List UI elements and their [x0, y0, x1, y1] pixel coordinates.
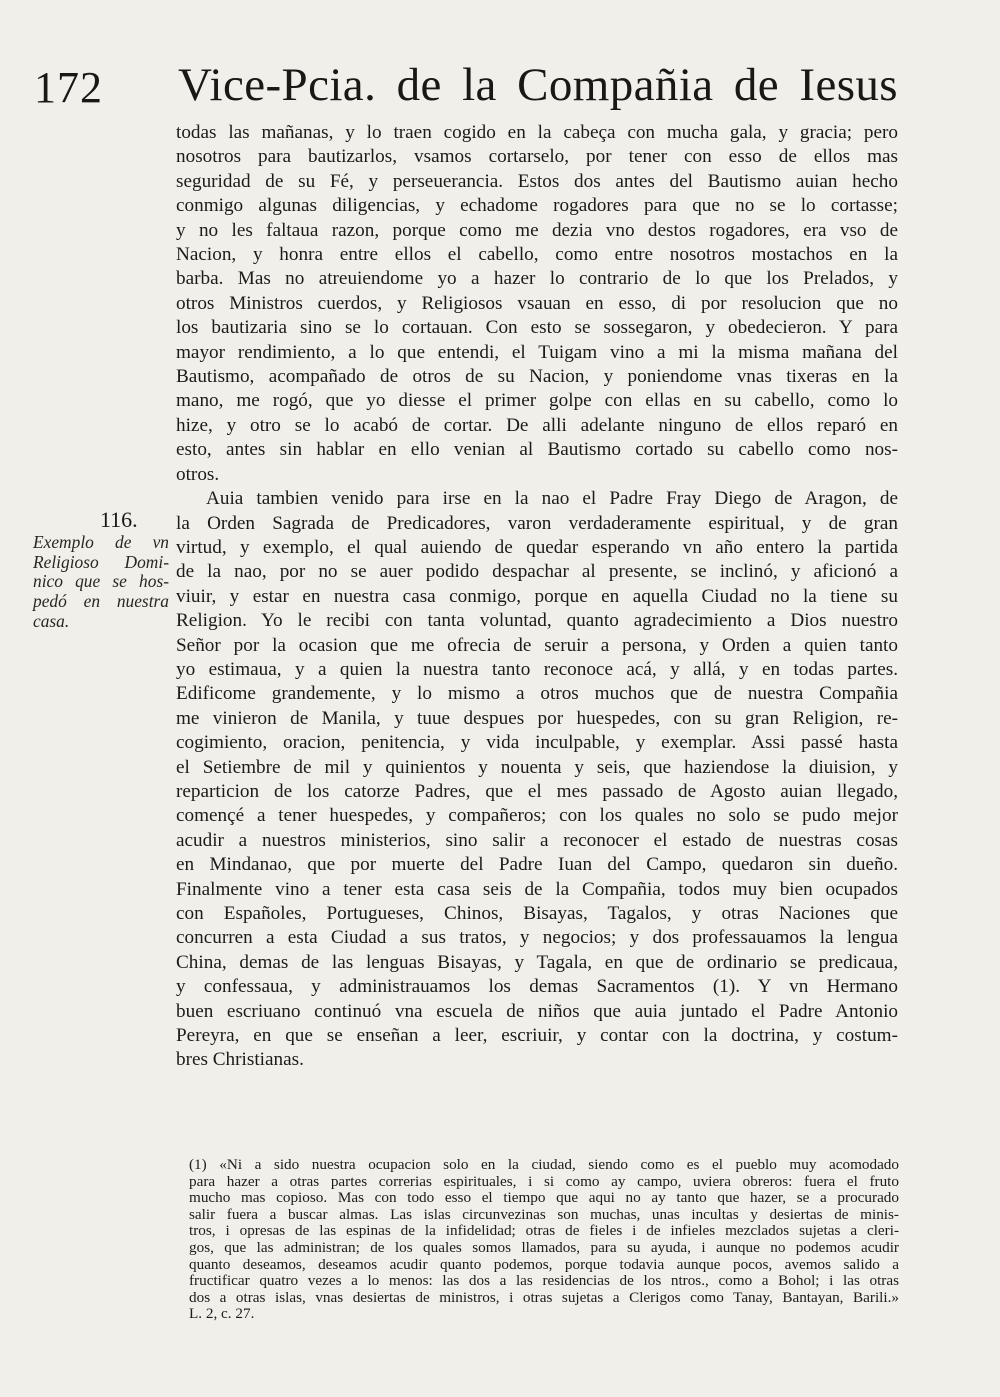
marginal-note: [33, 533, 169, 632]
marginal-note-line: pedó en nuestra: [33, 591, 169, 612]
footnote-line: para hazer a otras partes correrias espirituales, i si como ay campo, uviera obreros: fuera el fruto: [189, 1172, 899, 1190]
body-line: mano, me rogó, que yo diesse el primer golpe con ellas en su cabello, como lo: [176, 390, 898, 412]
footnote-line: mucho mas copioso. Mas con todo esso el tiempo que aqui no ay tanto que hazer, se a procurado: [189, 1189, 899, 1207]
body-line: seguridad de su Fé, y perseuerancia. Estos dos antes del Bautismo auian hecho: [176, 170, 898, 192]
body-line: Nacion, y honra entre ellos el cabello, como entre nosotros mostachos en la: [176, 244, 898, 266]
body-line: barba. Mas no atreuiendome yo a hazer lo contrario de lo que los Prelados, y: [176, 268, 898, 290]
footnote-line: (1) «Ni a sido nuestra ocupacion solo en la ciudad, siendo como es el pueblo muy acomodado: [189, 1156, 899, 1173]
body-line: China, demas de las lenguas Bisayas, y Tagala, en que de ordinario se predicaua,: [176, 951, 898, 973]
body-line: hize, y otro se lo acabó de cortar. De alli adelante ninguno de ellos reparó en: [176, 414, 898, 436]
footnote-line: gos, que las administran; de los quales somos llamados, para su ayuda, i aunque no podemos acudir: [189, 1238, 899, 1256]
body-line: Auia tambien venido para irse en la nao el Padre Fray Diego de Aragon, de: [206, 488, 898, 510]
footnote-line: quanto deseamos, deseamos acudir quanto podemos, porque todavia aunque pocos, avemos salido a: [189, 1255, 899, 1273]
body-line: otros.: [176, 463, 220, 485]
footnote-line: L. 2, c. 27.: [189, 1305, 255, 1323]
body-line: buen escriuano continuó vna escuela de niños que auia juntado el Padre Antonio: [176, 1000, 898, 1022]
marginal-note-line: Religioso Domi-: [33, 551, 169, 572]
body-line: acudir a nuestros ministerios, sino salir a reconocer el estado de nuestras cosas: [176, 829, 898, 851]
body-line: conmigo algunas diligencias, y echadome rogadores para que no se lo cortasse;: [176, 195, 898, 217]
body-line: esto, antes sin hablar en ello venian al Bautismo cortado su cabello como nos-: [176, 439, 898, 461]
body-line: nosotros para bautizarlos, vsamos cortarselo, por tener con esso de ellos mas: [176, 146, 898, 168]
body-line: Edificome grandemente, y lo mismo a otros muchos que de nuestra Compañia: [176, 683, 898, 705]
body-line: el Setiembre de mil y quinientos y nouenta y seis, que haziendose la diuision, y: [176, 756, 898, 778]
body-line: de la nao, por no se auer podido despachar al presente, se inclinó, y aficionó a: [176, 561, 898, 583]
body-line: y no les faltaua razon, porque como me dezia vno destos rogadores, era vso de: [176, 219, 898, 241]
body-text: [176, 121, 898, 1073]
body-line: Bautismo, acompañado de otros de su Nacion, y poniendome vnas tixeras en la: [176, 366, 898, 388]
body-line: reparticion de los catorze Padres, que el mes passado de Agosto auian llegado,: [176, 780, 898, 802]
marginal-note-line: casa.: [33, 610, 70, 631]
footnote-line: dos a otras islas, vnas desiertas de ministros, i otras sujetas a Clerigos como Tanay, Bantayan, Barili.»: [189, 1288, 899, 1306]
page-number: 172: [34, 63, 103, 112]
marginal-note-line: nico que se hos-: [33, 571, 169, 592]
body-line: y confessaua, y administrauamos los demas Sacramentos (1). Y vn Hermano: [176, 976, 898, 998]
body-line: bres Christianas.: [176, 1049, 304, 1071]
body-line: me vinieron de Manila, y tuue despues por huespedes, con su gran Religion, re-: [176, 707, 898, 729]
body-line: con Españoles, Portugueses, Chinos, Bisayas, Tagalos, y otras Naciones que: [176, 903, 898, 924]
footnote-line: tros, i opresas de las espinas de la infidelidad; otras de fieles i de infieles mezclados sujetas a cleri-: [189, 1222, 899, 1240]
body-line: yo estimaua, y a quien la nuestra tanto reconoce acá, y allá, y en todas partes.: [176, 658, 898, 680]
body-line: en Mindanao, que por muerte del Padre Iuan del Campo, quedaron sin dueño.: [176, 854, 898, 876]
body-line: viuir, y estar en nuestra casa conmigo, porque en aquella Ciudad no la tiene su: [176, 585, 898, 607]
body-line: començé a tener huespedes, y compañeros; con los quales no solo se pudo mejor: [176, 805, 898, 827]
body-line: concurren a esta Ciudad a sus tratos, y negocios; y dos professauamos la lengua: [176, 927, 898, 949]
footnote-line: fructificar quatro vezes a lo menos: las dos a las residencias de los ntros., como a Bohol; i las otras: [189, 1272, 899, 1290]
body-line: Religion. Yo le recibi con tanta voluntad, quanto agradecimiento a Dios nuestro: [176, 610, 898, 632]
body-line: Finalmente vino a tener esta casa seis de la Compañia, todos muy bien ocupados: [176, 878, 898, 900]
running-title: Vice-Pcia. de la Compañia de Iesus: [178, 59, 898, 111]
body-line: virtud, y exemplo, el qual auiendo de quedar esperando vn año entero la partida: [176, 536, 898, 558]
paragraph-number: 116.: [100, 507, 138, 532]
body-line: otros Ministros cuerdos, y Religiosos vsauan en esso, di por resolucion que no: [176, 292, 898, 314]
body-line: Señor por la ocasion que me ofrecia de seruir a persona, y Orden a quien tanto: [176, 634, 898, 656]
body-line: mayor rendimiento, a lo que entendi, el Tuigam vino a mi la misma mañana del: [176, 341, 898, 363]
body-line: los bautizaria sino se lo cortauan. Con esto se sossegaron, y obedecieron. Y para: [176, 317, 898, 339]
body-line: cogimiento, oracion, penitencia, y vida inculpable, y exemplar. Assi passé hasta: [176, 732, 898, 754]
body-line: la Orden Sagrada de Predicadores, varon verdaderamente espiritual, y de gran: [176, 512, 898, 534]
body-line: todas las mañanas, y lo traen cogido en la cabeça con mucha gala, y gracia; pero: [176, 122, 898, 143]
marginal-note-line: Exemplo de vn: [33, 532, 169, 552]
body-line: Pereyra, en que se enseñan a leer, escriuir, y contar con la doctrina, y costum-: [176, 1025, 898, 1047]
footnote-line: salir fuera a buscar almas. Las islas circunvezinas son muchas, unas incultas y desiertas de minis-: [189, 1205, 899, 1223]
footnote: [189, 1157, 899, 1323]
